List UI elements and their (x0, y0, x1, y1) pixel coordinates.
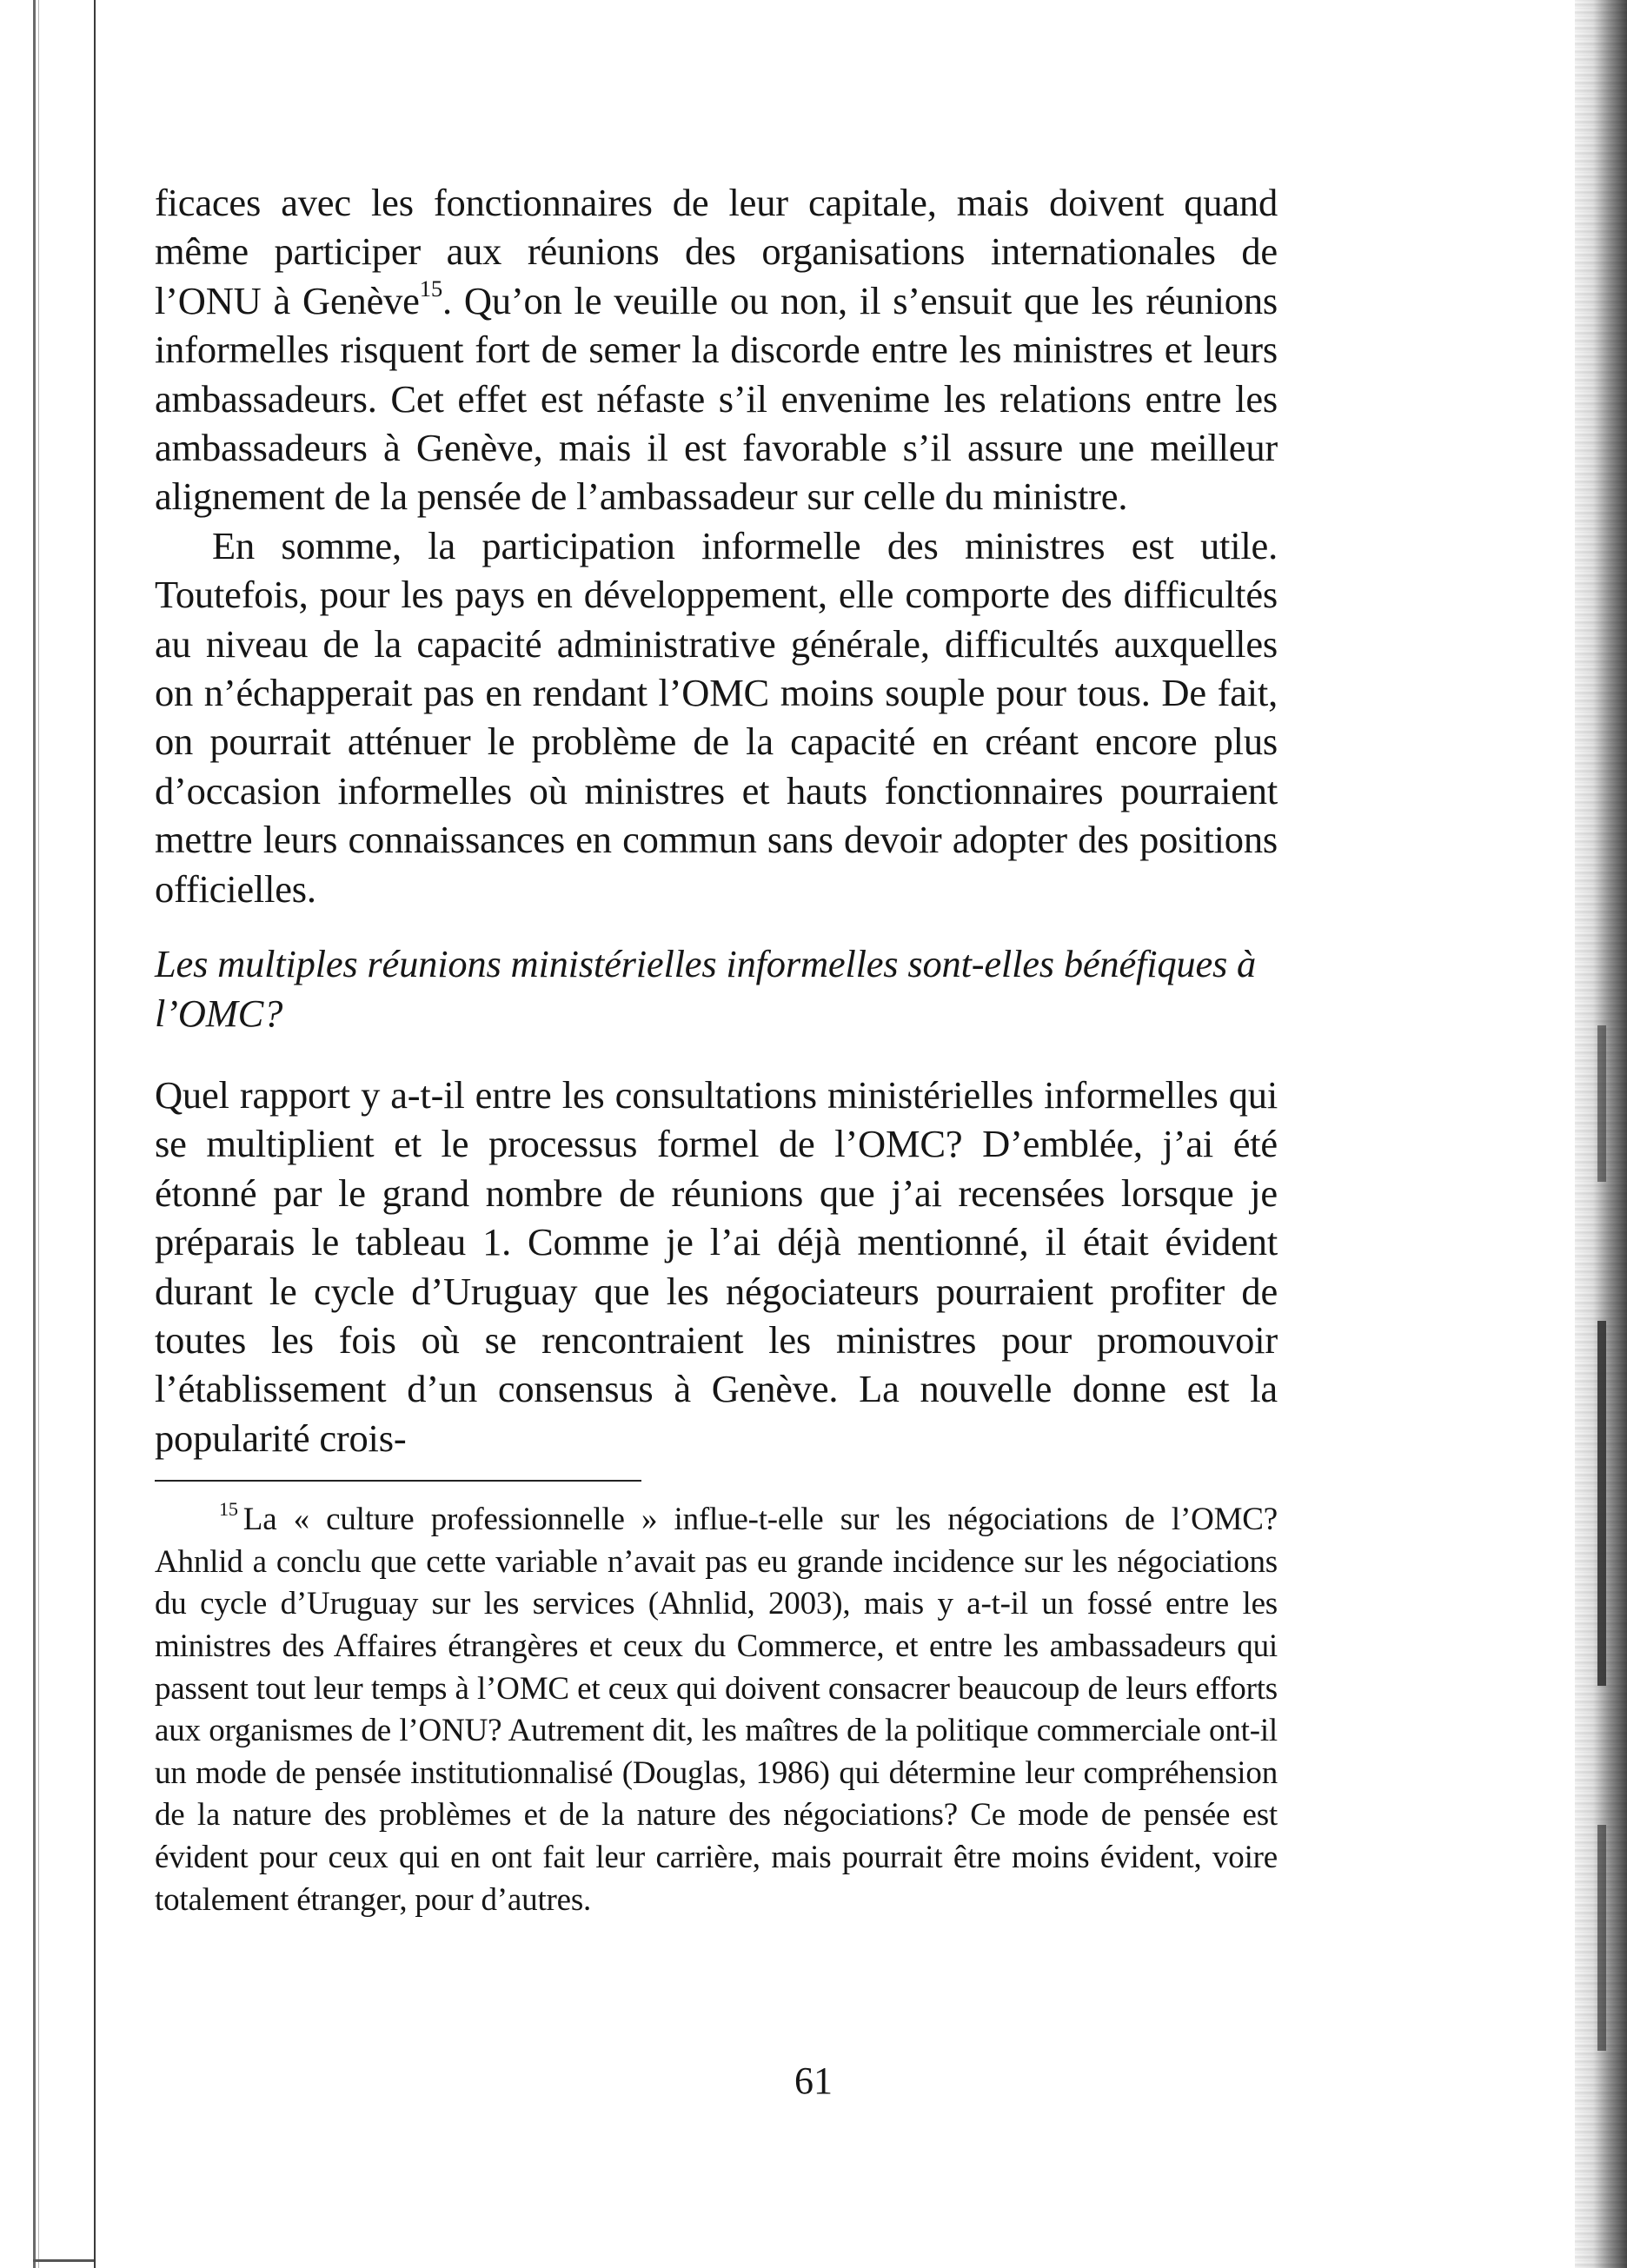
footnote-marker: 15 (219, 1497, 238, 1520)
body-paragraph-3: Quel rapport y a-t-il entre les consultations ministérielles informelles qui se multiplient et le processus formel de l’OMC? D’emblée, j’ai été étonné par le grand nombre de réunions que j’ai recensées lorsque je préparais le tableau 1. Comme je l’ai déjà mentionné, il était évident durant le cycle d’Uruguay que les négociateurs pourraient profiter de toutes les fois où se rencontraient les ministres pour promouvoir l’établissement d’un consensus à Genève. La nouvelle donne est la popularité crois- (155, 1072, 1278, 1460)
scan-left-edge (0, 0, 80, 2268)
scan-bottom-edge (33, 2259, 94, 2262)
paragraph-1-text-a: ficaces avec les fonctionnaires de leur capitale, mais doivent quand même participer aux réunions des organisations internationales de l’ONU à Genève (155, 181, 1278, 322)
page-number: 61 (794, 2059, 833, 2102)
scan-right-edge (1575, 0, 1627, 2268)
footnote-reference: 15 (419, 275, 443, 302)
footnote-text: La « culture professionnelle » influe-t-elle sur les négociations de l’OMC? Ahnlid a conclu que cette variable n’avait pas eu grande incidence sur les négociations du cycle d’Uruguay sur les services (Ahnlid, 2003), mais y a-t-il un fossé entre les ministres des Affaires étrangères et ceux du Commerce, et entre les ambassadeurs qui passent tout leur temps à l’OMC et ceux qui doivent consacrer beaucoup de leurs efforts aux organismes de l’ONU? Autrement dit, les maîtres de la politique commerciale ont-il un mode de pensée institutionnalisé (Douglas, 1986) qui détermine leur compréhension de la nature des problèmes et de la nature des négociations? Ce mode de pensée est évident pour ceux qui en ont fait leur carrière, mais pourrait être moins évident, voire totalement étranger, pour d’autres. (155, 1502, 1278, 1918)
paragraph-1-text-b: . Qu’on le veuille ou non, il s’ensuit que les réunions informelles risquent fort de semer la discorde entre les ministres et leurs ambassadeurs. Cet effet est néfaste s’il envenime les relations entre les ambassadeurs à Genève, mais il est favorable s’il assure une meilleur alignement de la pensée de l’ambassadeur sur celle du ministre. (155, 278, 1278, 519)
section-heading: Les multiples réunions ministérielles informelles sont-elles bénéfiques à l’OMC? (155, 942, 1257, 1035)
body-paragraph-2: En somme, la participation informelle des ministres est utile. Toutefois, pour les pays en développement, elle comporte des difficultés au niveau de la capacité administrative générale, difficultés auxquelles on n’échapperait pas en rendant l’OMC moins souple pour tous. De fait, on pourrait atténuer le problème de la capacité en créant encore plus d’occasion informelles où ministres et hauts fonctionnaires pourraient mettre leurs connaissances en commun sans devoir adopter des positions officielles. (155, 523, 1278, 911)
footnote (155, 1499, 1278, 1921)
footnote-separator (155, 1480, 641, 1482)
body-paragraph-1 (155, 178, 1278, 521)
page-content (155, 178, 1278, 1921)
